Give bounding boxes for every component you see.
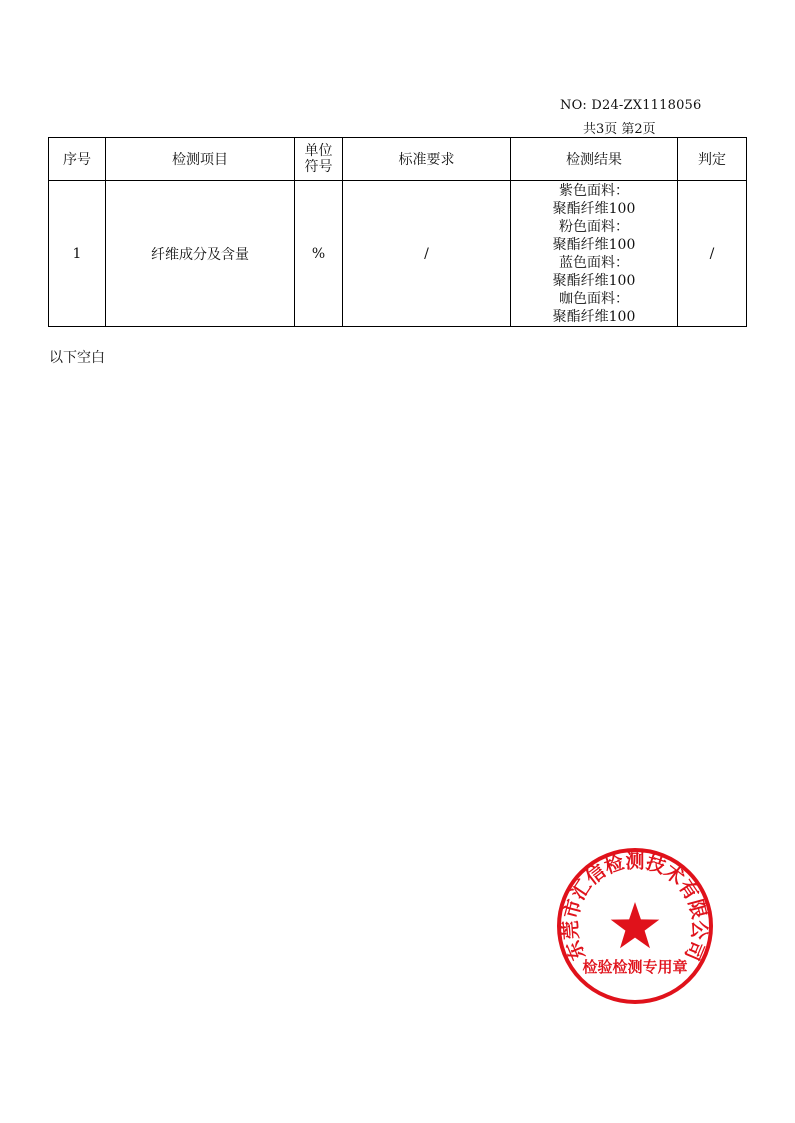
col-header-result: 检测结果 [511, 138, 678, 181]
cell-index: 1 [49, 181, 106, 327]
table-row [49, 181, 747, 327]
cell-item: 纤维成分及含量 [106, 181, 295, 327]
col-header-standard: 标准要求 [343, 138, 511, 181]
company-seal-stamp [555, 846, 715, 1006]
col-header-index: 序号 [49, 138, 106, 181]
cell-judgement: / [678, 181, 747, 327]
result-line: 紫色面料： [559, 182, 629, 199]
cell-standard: / [343, 181, 511, 327]
blank-below-note: 以下空白 [49, 350, 105, 366]
col-header-unit [295, 138, 343, 181]
report-number: NO: D24-ZX1118056 [560, 98, 702, 113]
col-header-unit-line1: 单位 [304, 143, 333, 159]
col-header-judgement: 判定 [678, 138, 747, 181]
seal-outer-text: 东莞市汇信检测技术有限公司 [559, 850, 711, 964]
col-header-unit-line2: 符号 [304, 159, 333, 175]
result-line: 聚酯纤维100 [552, 236, 636, 253]
result-line: 咖色面料： [559, 290, 629, 307]
result-line: 聚酯纤维100 [552, 200, 636, 217]
result-line: 聚酯纤维100 [552, 308, 636, 325]
seal-star-icon [611, 902, 660, 948]
seal-inner-text: 检验检测专用章 [582, 958, 688, 976]
col-header-item: 检测项目 [106, 138, 295, 181]
result-line: 蓝色面料： [559, 254, 629, 271]
page-info: 共3页 第2页 [583, 122, 656, 137]
result-line: 聚酯纤维100 [552, 272, 636, 289]
test-results-table [48, 137, 747, 327]
result-line: 粉色面料： [559, 218, 629, 235]
cell-result [511, 181, 678, 327]
table-header-row [49, 138, 747, 181]
cell-unit: % [295, 181, 343, 327]
